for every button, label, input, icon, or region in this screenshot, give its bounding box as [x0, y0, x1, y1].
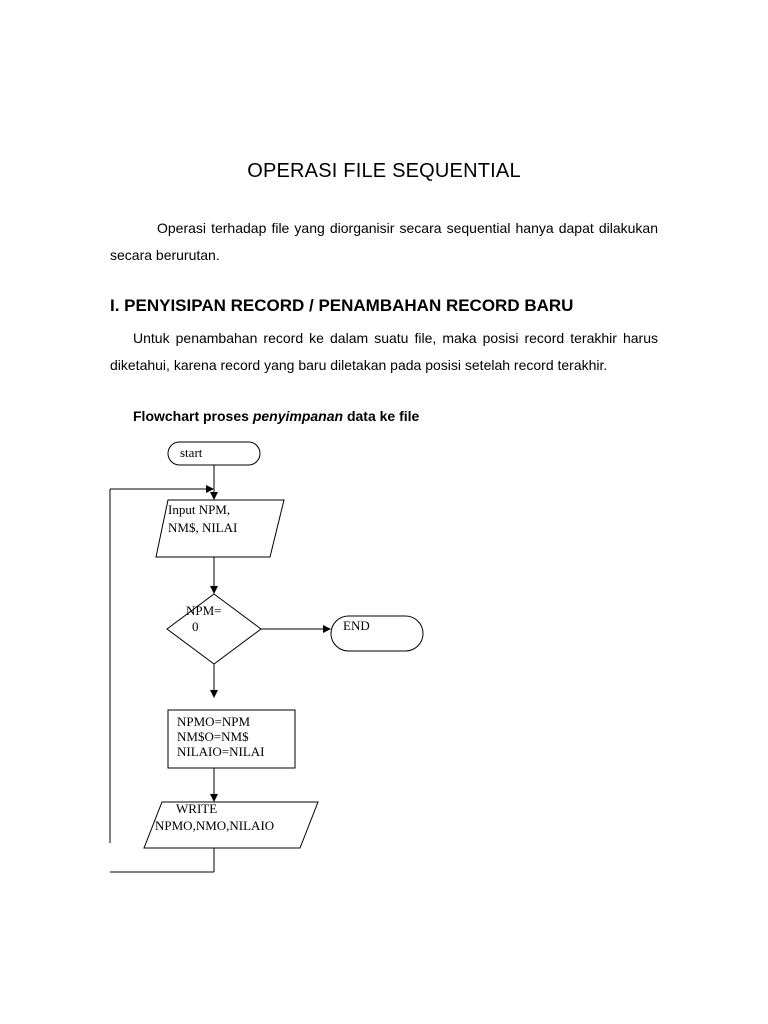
- process-label-line1: NPMO=NPM: [177, 714, 251, 729]
- end-label: END: [343, 618, 370, 633]
- process-label-line3: NILAIO=NILAI: [177, 744, 265, 759]
- decision-label-line2: 0: [192, 619, 199, 634]
- document-title: OPERASI FILE SEQUENTIAL: [247, 160, 521, 183]
- section-heading: I. PENYISIPAN RECORD / PENAMBAHAN RECORD BARU: [110, 296, 574, 315]
- caption-part-a: Flowchart proses: [133, 408, 253, 424]
- intro-paragraph: Operasi terhadap file yang diorganisir secara sequential hanya dapat dilakukan secara berurutan.: [110, 220, 658, 263]
- caption-emphasis: penyimpanan: [252, 408, 344, 424]
- input-label-line1: Input NPM,: [168, 502, 231, 517]
- decision-label-line1: NPM=: [186, 603, 222, 618]
- write-label-line2: NPMO,NMO,NILAIO: [155, 818, 275, 833]
- caption-part-b: data ke file: [343, 408, 420, 424]
- input-label-line2: NM$, NILAI: [168, 520, 238, 535]
- section-paragraph: Untuk penambahan record ke dalam suatu file, maka posisi record terakhir harus diketahui, karena record yang baru diletakan pada posisi setelah record terakhir.: [110, 330, 658, 373]
- write-label-line1: WRITE: [176, 801, 218, 816]
- process-label-line2: NM$O=NM$: [177, 729, 249, 744]
- start-label: start: [180, 445, 203, 460]
